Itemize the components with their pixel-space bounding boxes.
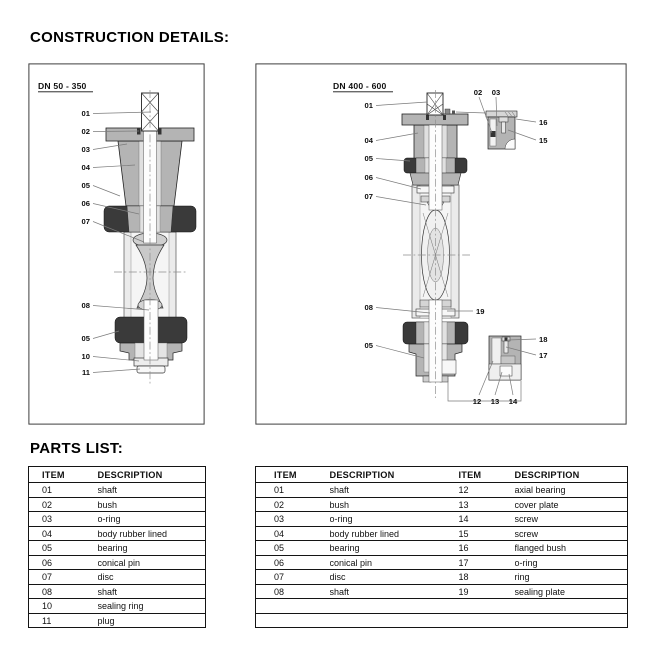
table-cell: 08	[256, 584, 330, 599]
construction-details-title: CONSTRUCTION DETAILS:	[30, 29, 230, 46]
table-cell	[330, 599, 459, 614]
table-cell: axial bearing	[515, 483, 628, 498]
part-label-05: 05	[364, 154, 373, 163]
table-cell: screw	[515, 512, 628, 527]
part-label-05: 05	[81, 181, 90, 190]
part-label-03: 03	[81, 145, 90, 154]
table-cell: 10	[29, 599, 98, 614]
table-cell: 15	[459, 526, 515, 541]
diagram-title: DN 400 - 600	[333, 81, 387, 91]
column-header: ITEM	[256, 467, 330, 483]
table-cell: conical pin	[98, 555, 206, 570]
part-label-15: 15	[539, 136, 548, 145]
table-cell	[330, 613, 459, 628]
table-row	[29, 599, 206, 614]
table-cell: 07	[256, 570, 330, 585]
table-row	[256, 613, 628, 628]
part-label-07: 07	[364, 192, 373, 201]
table-row	[256, 555, 628, 570]
table-cell: disc	[98, 570, 206, 585]
table-cell: disc	[330, 570, 459, 585]
part-label-02: 02	[473, 88, 483, 97]
part-label-05-lower: 05	[364, 341, 373, 350]
table-cell: ring	[515, 570, 628, 585]
table-cell: 05	[29, 541, 98, 556]
table-cell: conical pin	[330, 555, 459, 570]
column-header: DESCRIPTION	[330, 467, 459, 483]
table-cell	[459, 599, 515, 614]
table-cell	[256, 613, 330, 628]
column-header: ITEM	[459, 467, 515, 483]
table-cell: cover plate	[515, 497, 628, 512]
parts-list-title: PARTS LIST:	[30, 440, 124, 457]
table-cell: 07	[29, 570, 98, 585]
part-label-01: 01	[364, 101, 373, 110]
table-cell	[256, 599, 330, 614]
table-row	[29, 570, 206, 585]
table-cell: 13	[459, 497, 515, 512]
table-cell: 01	[29, 483, 98, 498]
part-label-13: 13	[490, 397, 500, 406]
part-label-12: 12	[472, 397, 482, 406]
column-header: DESCRIPTION	[98, 467, 206, 483]
table-cell	[515, 613, 628, 628]
table-cell: 01	[256, 483, 330, 498]
table-cell: sealing ring	[98, 599, 206, 614]
table-cell: body rubber lined	[98, 526, 206, 541]
table-header-row	[29, 467, 206, 483]
table-cell	[515, 599, 628, 614]
table-cell: 05	[256, 541, 330, 556]
table-row	[256, 526, 628, 541]
table-row	[256, 512, 628, 527]
table-cell: 08	[29, 584, 98, 599]
table-cell: 18	[459, 570, 515, 585]
part-label-06: 06	[364, 173, 373, 182]
table-row	[29, 512, 206, 527]
part-label-10: 10	[81, 352, 90, 361]
table-cell: 12	[459, 483, 515, 498]
part-label-08: 08	[81, 301, 90, 310]
table-row	[29, 555, 206, 570]
table-cell: screw	[515, 526, 628, 541]
part-label-06: 06	[81, 199, 90, 208]
part-label-11: 11	[81, 368, 90, 377]
table-cell: body rubber lined	[330, 526, 459, 541]
table-cell: shaft	[98, 483, 206, 498]
table-row	[29, 526, 206, 541]
table-cell: 03	[29, 512, 98, 527]
parts-table-dn50-350	[28, 466, 206, 628]
part-label-19: 19	[476, 307, 485, 316]
table-cell: 03	[256, 512, 330, 527]
part-label-18: 18	[539, 335, 548, 344]
table-cell: bearing	[98, 541, 206, 556]
table-cell: 17	[459, 555, 515, 570]
table-cell: o-ring	[515, 555, 628, 570]
table-cell: 11	[29, 613, 98, 628]
table-cell: flanged bush	[515, 541, 628, 556]
column-header: DESCRIPTION	[515, 467, 628, 483]
table-cell: 14	[459, 512, 515, 527]
table-row	[256, 570, 628, 585]
diagram-title: DN 50 - 350	[38, 81, 87, 91]
table-cell: shaft	[98, 584, 206, 599]
valve-diagram-dn50-350	[28, 63, 205, 425]
table-cell: plug	[98, 613, 206, 628]
table-row	[29, 613, 206, 628]
table-cell: shaft	[330, 483, 459, 498]
part-label-04: 04	[81, 163, 90, 172]
part-label-05-lower: 05	[81, 334, 90, 343]
table-cell: 04	[256, 526, 330, 541]
table-cell: bearing	[330, 541, 459, 556]
table-row	[256, 584, 628, 599]
part-label-08: 08	[364, 303, 373, 312]
table-cell: shaft	[330, 584, 459, 599]
table-header-row	[256, 467, 628, 483]
part-label-01: 01	[81, 109, 90, 118]
part-label-02: 02	[81, 127, 90, 136]
part-label-17: 17	[539, 351, 548, 360]
table-row	[256, 483, 628, 498]
table-cell: 02	[256, 497, 330, 512]
table-cell: bush	[330, 497, 459, 512]
table-row	[256, 541, 628, 556]
table-cell: 19	[459, 584, 515, 599]
parts-table-dn400-600	[255, 466, 628, 628]
table-cell	[459, 613, 515, 628]
part-label-07: 07	[81, 217, 90, 226]
table-cell: 06	[29, 555, 98, 570]
table-cell: 02	[29, 497, 98, 512]
table-row	[29, 483, 206, 498]
table-row	[29, 497, 206, 512]
table-cell: sealing plate	[515, 584, 628, 599]
part-label-16: 16	[539, 118, 548, 127]
part-label-03: 03	[491, 88, 501, 97]
column-header: ITEM	[29, 467, 98, 483]
table-row	[29, 541, 206, 556]
table-row	[29, 584, 206, 599]
valve-diagram-dn400-600	[255, 63, 627, 425]
table-cell: 06	[256, 555, 330, 570]
table-cell: bush	[98, 497, 206, 512]
table-cell: o-ring	[330, 512, 459, 527]
part-label-14: 14	[508, 397, 518, 406]
table-row	[256, 599, 628, 614]
table-cell: 04	[29, 526, 98, 541]
table-cell: 16	[459, 541, 515, 556]
table-cell: o-ring	[98, 512, 206, 527]
table-row	[256, 497, 628, 512]
part-label-04: 04	[364, 136, 373, 145]
diagram-frame	[29, 64, 204, 424]
